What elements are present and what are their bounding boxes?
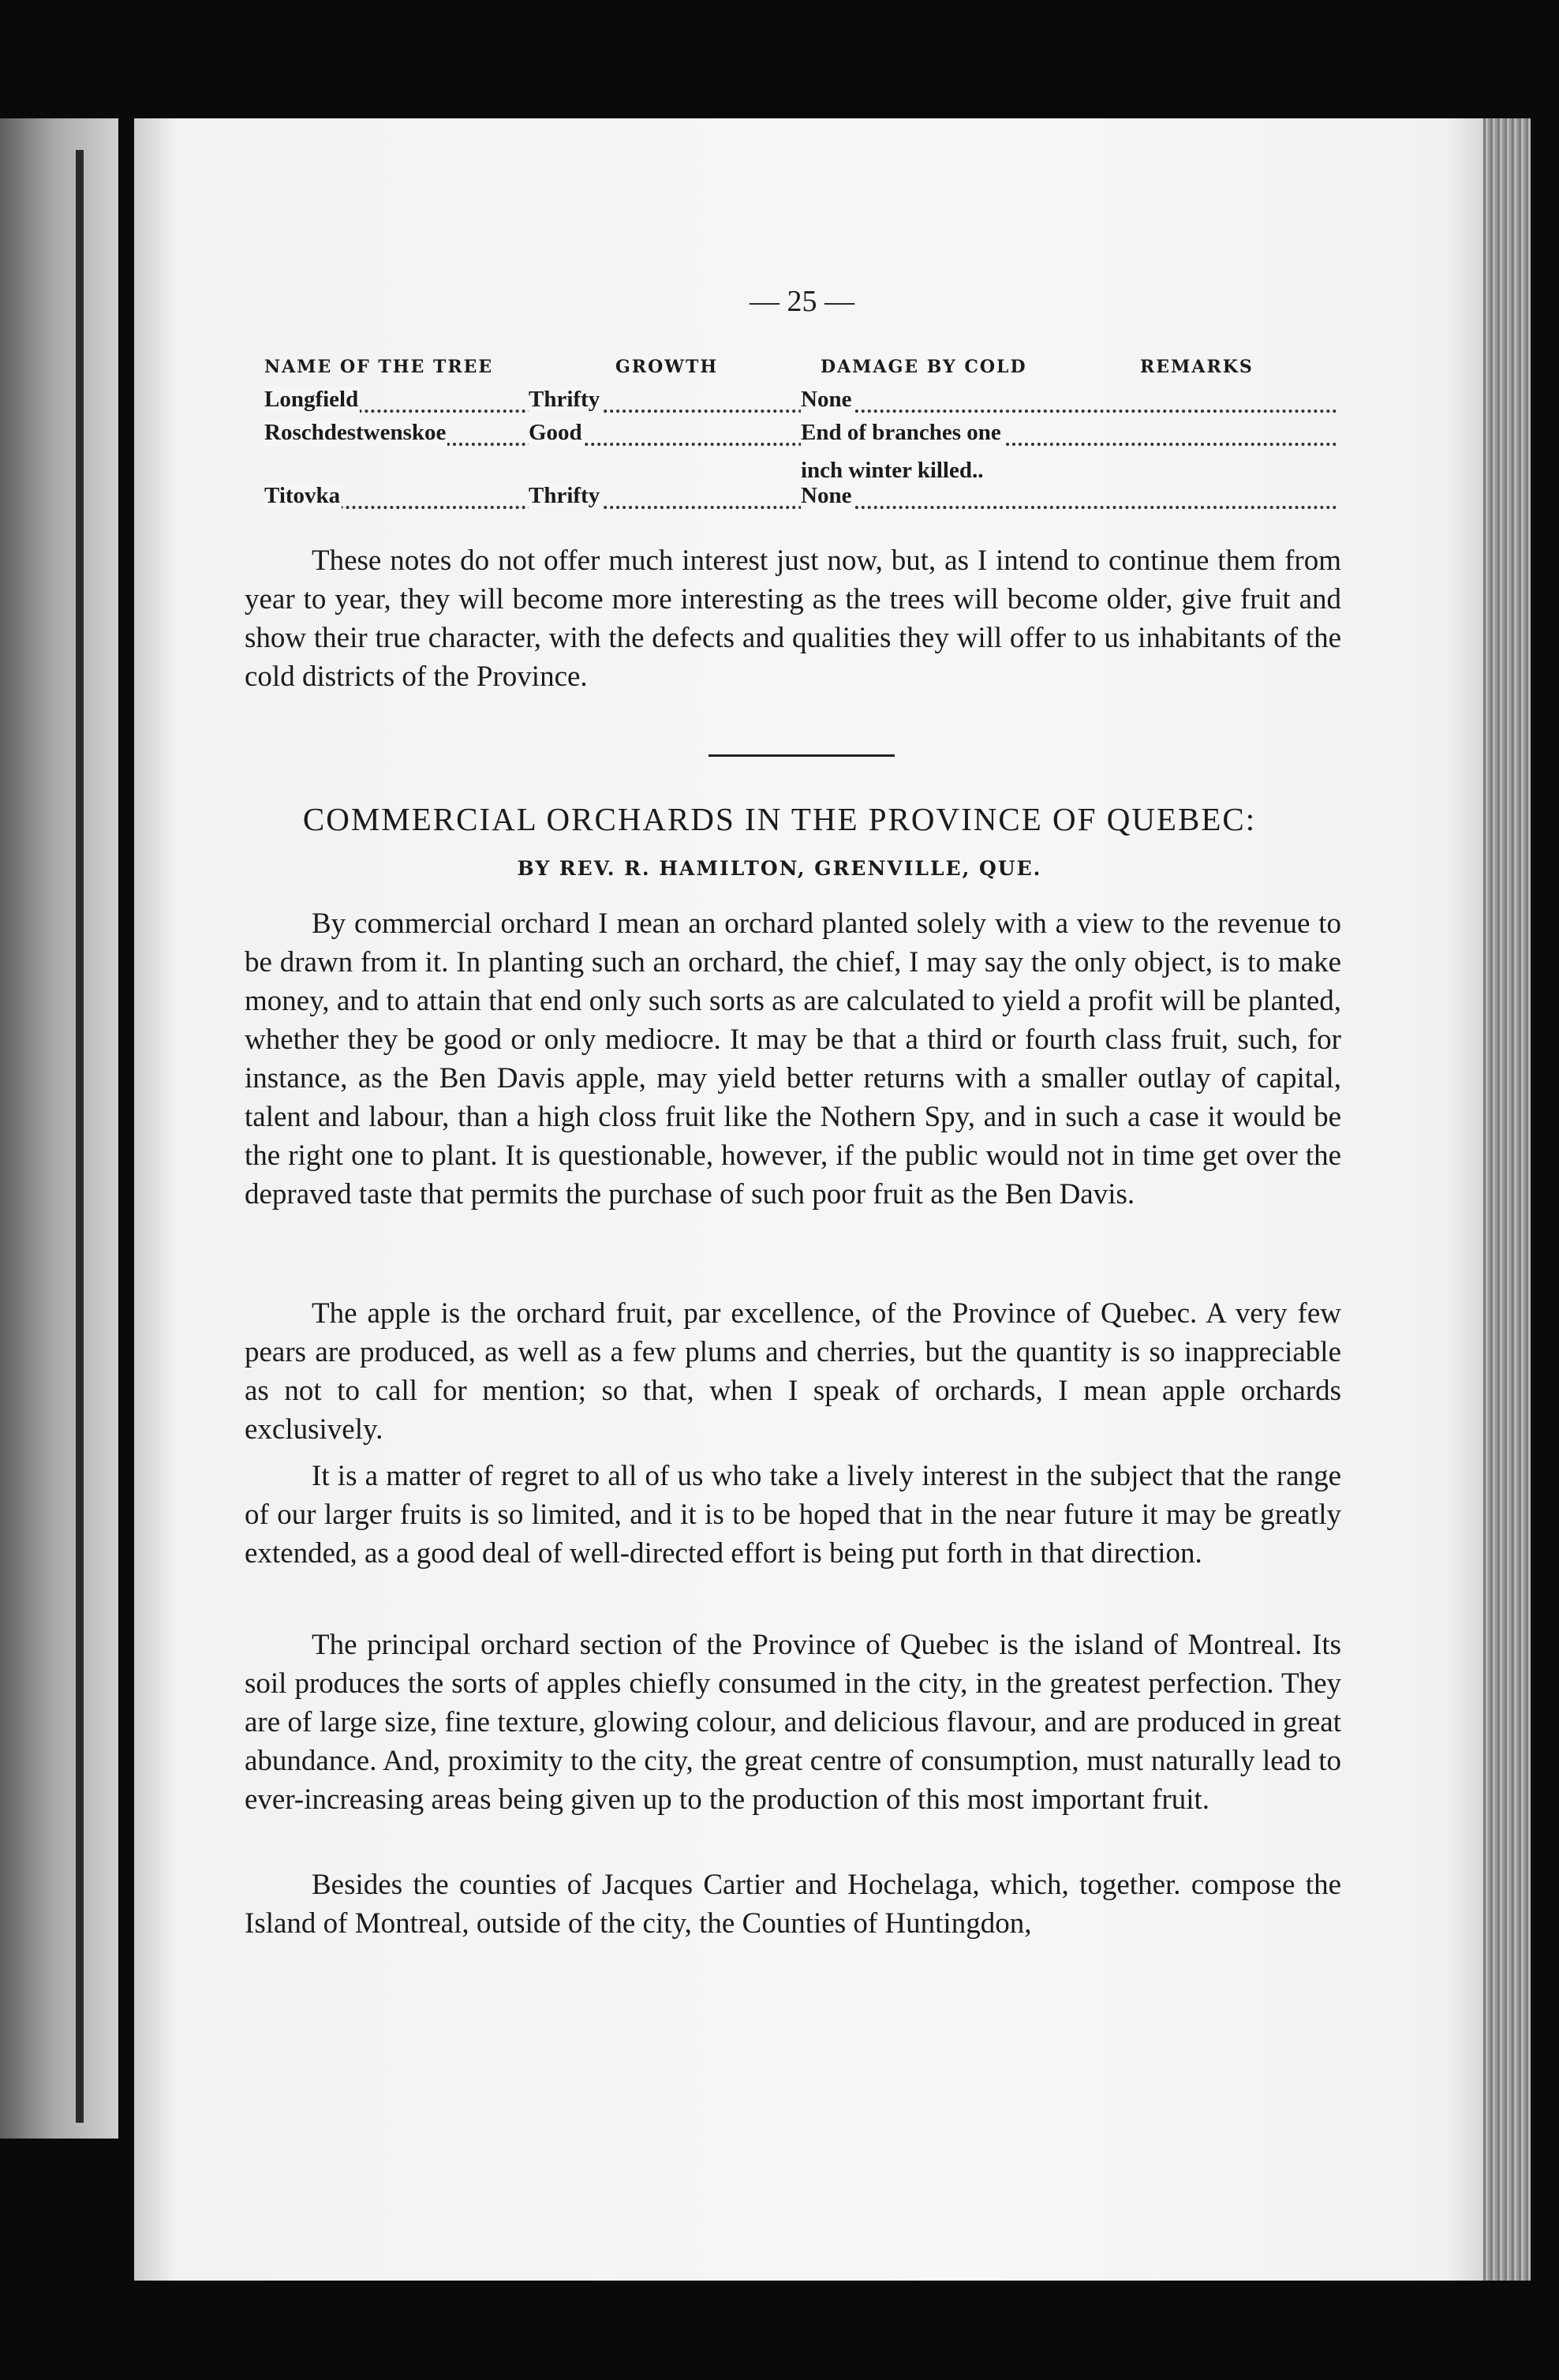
article-title: COMMERCIAL ORCHARDS IN THE PROVINCE OF QUEBEC: <box>302 801 1257 837</box>
tree-damage-continued: inch winter killed.. <box>801 458 984 483</box>
table-header-remarks: REMARKS <box>1140 357 1254 377</box>
book-binding <box>76 150 84 2123</box>
table-header-name: NAME OF THE TREE <box>264 357 494 377</box>
body-paragraph: By commercial orchard I mean an orchard planted solely with a view to the revenue to be drawn from it. In planting such an orchard, the chief, I may say the only object, is to make money, and to attain that end only such sorts as are calculated to yield a profit will be planted, whether they be good or only mediocre. It may be that a third or fourth class fruit, such, for instance, as the Ben Davis apple, may yield better returns with a smaller outlay of capital, talent and labour, than a high closs fruit like the Nothern Spy, and in such a case it would be the right one to plant. It is questionable, however, if the public would not in time get over the depraved taste that permits the purchase of such poor fruit as the Ben Davis. <box>245 907 1341 1211</box>
facing-page-edge <box>0 118 118 2139</box>
body-paragraph: Besides the counties of Jacques Cartier and Hochelaga, which, together. compose the Island of Montreal, outside of the city, the Counties of Huntingdon, <box>245 1869 1341 1940</box>
tree-growth: Good <box>529 420 582 445</box>
tree-name: Roschdestwenskoe <box>264 420 447 445</box>
table-header-damage: DAMAGE BY COLD <box>821 357 1027 377</box>
table-row <box>264 387 1337 418</box>
tree-damage: None <box>801 483 852 508</box>
body-paragraph: The principal orchard section of the Province of Quebec is the island of Montreal. Its soil produces the sorts of apples chiefly consumed in the city, in the greatest perfection. They are of large size, fine texture, glowing colour, and delicious flavour, and are produced in great abundance. And, proximity to the city, the great centre of consumption, must naturally lead to ever-increasing areas being given up to the production of this most important fruit. <box>245 1629 1341 1816</box>
body-paragraph: The apple is the orchard fruit, par excellence, of the Province of Quebec. A very few pears are produced, as well as a few plums and cherries, but the quantity is so inappreciable as not to call for mention; so that, when I speak of orchards, I mean apple orchards exclusively. <box>245 1297 1341 1446</box>
tree-damage: None <box>801 387 852 412</box>
article-byline: BY REV. R. HAMILTON, GRENVILLE, QUE. <box>517 857 1042 880</box>
table-row <box>264 420 1337 451</box>
tree-growth: Thrifty <box>529 483 600 508</box>
tree-growth: Thrifty <box>529 387 600 412</box>
tree-name: Longfield <box>264 387 359 412</box>
page-stack-edge <box>1483 118 1531 2281</box>
page-number: — 25 — <box>750 285 854 318</box>
tree-damage: End of branches one <box>801 420 1001 445</box>
body-paragraph: It is a matter of regret to all of us who take a lively interest in the subject that the range of our larger fruits is so limited, and it is to be hoped that in the near future it may be greatly extended, as a good deal of well-directed effort is being put forth in that direction. <box>245 1460 1341 1570</box>
section-divider <box>708 754 895 757</box>
table-row <box>264 483 1337 515</box>
intro-paragraph: These notes do not offer much interest just now, but, as I intend to continue them from year to year, they will become more interesting as the trees will become older, give fruit and show their true character, with the defects and qualities they will offer to us inhabitants of the cold districts of the Province. <box>245 544 1341 693</box>
tree-name: Titovka <box>264 483 341 508</box>
table-header-growth: GROWTH <box>615 357 719 377</box>
